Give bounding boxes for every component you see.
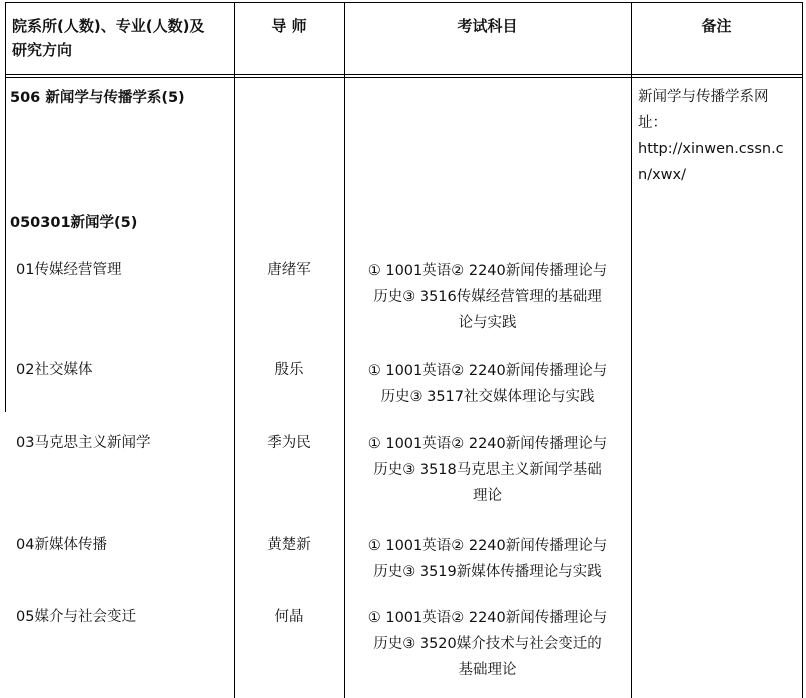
column-divider — [631, 2, 632, 698]
header-direction — [12, 14, 232, 62]
exam-subjects-05 — [344, 605, 631, 683]
exam-line: 基础理论 — [458, 662, 517, 678]
column-divider — [234, 2, 235, 698]
exam-subjects-02 — [344, 358, 631, 410]
column-divider — [802, 2, 803, 698]
exam-line: 历史③ 3516传媒经营管理的基础理 — [373, 289, 602, 305]
header-direction-line2: 研究方向 — [12, 41, 73, 59]
direction-05: 05媒介与社会变迁 — [16, 609, 136, 625]
direction-04: 04新媒体传播 — [16, 537, 107, 553]
column-divider — [5, 2, 6, 412]
advisor-03: 季为民 — [267, 435, 311, 451]
exam-line: 理论 — [473, 488, 502, 504]
direction-01: 01传媒经营管理 — [16, 262, 122, 278]
advisor-04: 黄楚新 — [267, 537, 311, 553]
exam-line: ① 1001英语② 2240新闻传播理论与 — [367, 436, 608, 452]
exam-line: 历史③ 3517社交媒体理论与实践 — [380, 389, 595, 405]
table-top-border — [5, 2, 802, 3]
header-remarks: 备注 — [701, 17, 732, 35]
advisor-02: 殷乐 — [274, 362, 304, 378]
exam-subjects-03 — [344, 431, 631, 509]
advisor-01: 唐绪军 — [267, 262, 311, 278]
exam-line: 历史③ 3519新媒体传播理论与实践 — [373, 564, 602, 580]
exam-line: ① 1001英语② 2240新闻传播理论与 — [367, 263, 608, 279]
header-advisor: 导 师 — [271, 17, 307, 35]
exam-line: 历史③ 3518马克思主义新闻学基础 — [373, 462, 602, 478]
exam-line: ① 1001英语② 2240新闻传播理论与 — [367, 363, 608, 379]
exam-line: 历史③ 3520媒介技术与社会变迁的 — [373, 636, 602, 652]
remarks-line: 址： — [638, 115, 667, 131]
major-title: 050301新闻学(5) — [10, 215, 138, 231]
direction-03: 03马克思主义新闻学 — [16, 435, 151, 451]
header-exam-subjects: 考试科目 — [457, 17, 518, 35]
advisor-05: 何晶 — [274, 609, 304, 625]
remarks-line: http://xinwen.cssn.c — [638, 141, 784, 157]
remarks-line: 新闻学与传播学系网 — [638, 89, 769, 105]
header-bottom-border-inner — [5, 77, 802, 78]
department-title: 506 新闻学与传播学系(5) — [10, 90, 185, 106]
exam-line: 论与实践 — [458, 315, 517, 331]
exam-subjects-01 — [344, 258, 631, 336]
header-direction-line1: 院系所(人数)、专业(人数)及 — [12, 17, 205, 35]
header-bottom-border — [5, 74, 802, 75]
direction-02: 02社交媒体 — [16, 362, 93, 378]
exam-line: ① 1001英语② 2240新闻传播理论与 — [367, 610, 608, 626]
exam-subjects-04 — [344, 533, 631, 585]
column-divider — [344, 2, 345, 698]
exam-line: ① 1001英语② 2240新闻传播理论与 — [367, 538, 608, 554]
remarks-website — [638, 84, 798, 188]
remarks-line: n/xwx/ — [638, 167, 686, 183]
